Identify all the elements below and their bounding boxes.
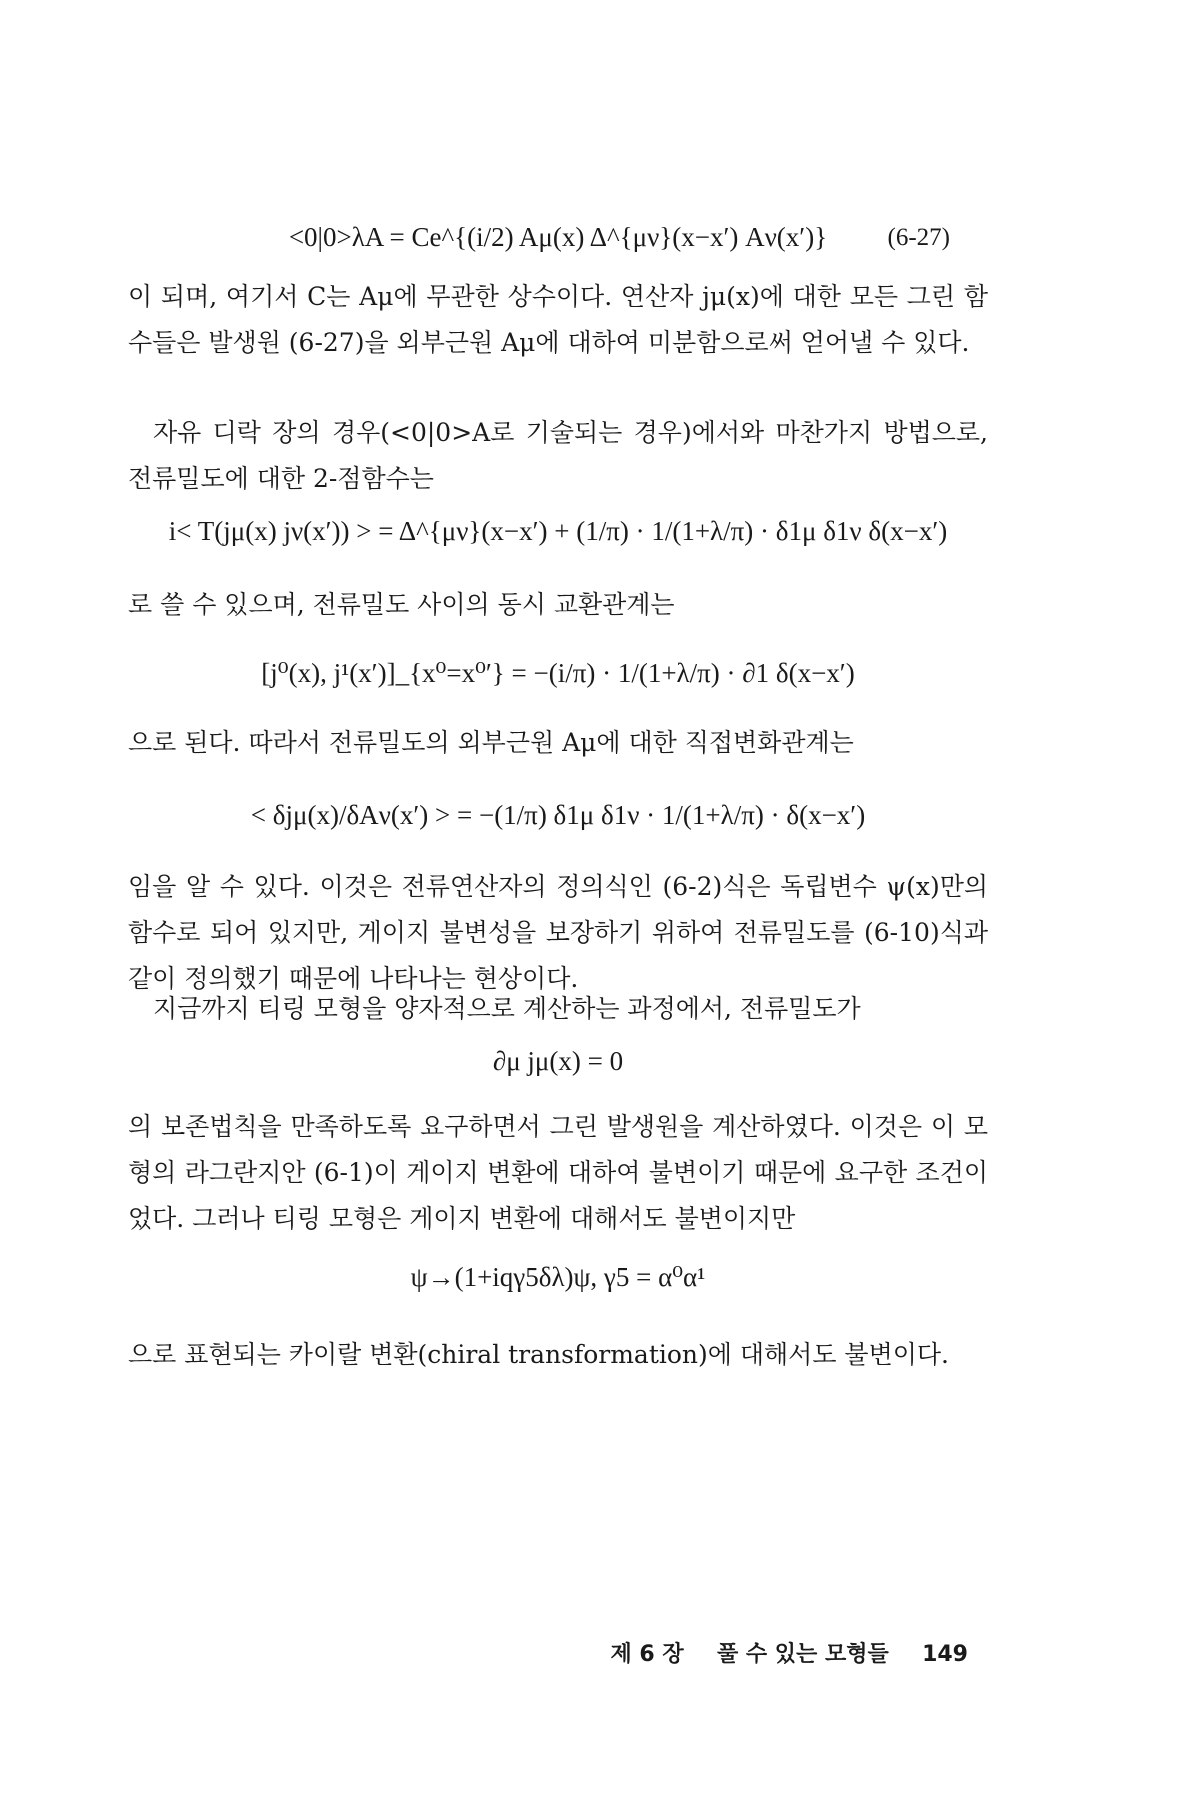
paragraph-5: 임을 알 수 있다. 이것은 전류연산자의 정의식인 (6-2)식은 독립변수 ψ(x)만의 함수로 되어 있지만, 게이지 불변성을 보장하기 위하여 전류밀도를 (6-10)식과 같이 정의했기 때문에 나타나는 현상이다. bbox=[128, 872, 988, 993]
paragraph-2: 자유 디락 장의 경우(<0|0>A로 기술되는 경우)에서와 마찬가지 방법으로, 전류밀도에 대한 2-점함수는 bbox=[128, 418, 988, 493]
footer-chapter-title: 풀 수 있는 모형들 bbox=[716, 1642, 889, 1667]
footer-page-number: 149 bbox=[922, 1642, 968, 1667]
equation-conservation: ∂μ jμ(x) = 0 bbox=[492, 1046, 624, 1076]
paragraph-6: 지금까지 티링 모형을 양자적으로 계산하는 과정에서, 전류밀도가 bbox=[153, 994, 861, 1023]
paragraph-4: 으로 된다. 따라서 전류밀도의 외부근원 Aμ에 대한 직접변화관계는 bbox=[128, 728, 854, 757]
paragraph-7: 의 보존법칙을 만족하도록 요구하면서 그린 발생원을 계산하였다. 이것은 이 모형의 라그란지안 (6-1)이 게이지 변환에 대하여 불변이기 때문에 요구한 조건이었다. 그러나 티링 모형은 게이지 변환에 대해서도 불변이지만 bbox=[128, 1112, 988, 1233]
paragraph-1: 이 되며, 여기서 C는 Aμ에 무관한 상수이다. 연산자 jμ(x)에 대한 모든 그린 함수들은 발생원 (6-27)을 외부근원 Aμ에 대하여 미분함으로써 얻어낼 수 있다. bbox=[128, 282, 988, 357]
equation-two-point-function: i< T(jμ(x) jν(x′)) > = Δ^{μν}(x−x′) + (1/π) · 1/(1+λ/π) · δ1μ δ1ν δ(x−x′) bbox=[168, 516, 948, 546]
equation-commutator: [j⁰(x), j¹(x′)]_{x⁰=x⁰′} = −(i/π) · 1/(1+λ/π) · ∂1 δ(x−x′) bbox=[261, 658, 855, 688]
equation-number: (6-27) bbox=[887, 224, 950, 251]
equation-6-27-expr: <0|0>λA = Ce^{(i/2) Aμ(x) Δ^{μν}(x−x′) Aν(x′)} bbox=[288, 222, 828, 252]
equation-chiral-transformation: ψ→(1+iqγ5δλ)ψ, γ5 = α⁰α¹ bbox=[410, 1262, 706, 1292]
equation-functional-derivative: < δjμ(x)/δAν(x′) > = −(1/π) δ1μ δ1ν · 1/(1+λ/π) · δ(x−x′) bbox=[250, 800, 866, 830]
footer-chapter: 제 6 장 bbox=[610, 1642, 684, 1667]
equation-6-27 bbox=[128, 222, 988, 253]
paragraph-8: 으로 표현되는 카이랄 변환(chiral transformation)에 대해서도 불변이다. bbox=[128, 1340, 949, 1369]
page-footer bbox=[610, 1637, 968, 1668]
paragraph-3: 로 쓸 수 있으며, 전류밀도 사이의 동시 교환관계는 bbox=[128, 590, 675, 619]
